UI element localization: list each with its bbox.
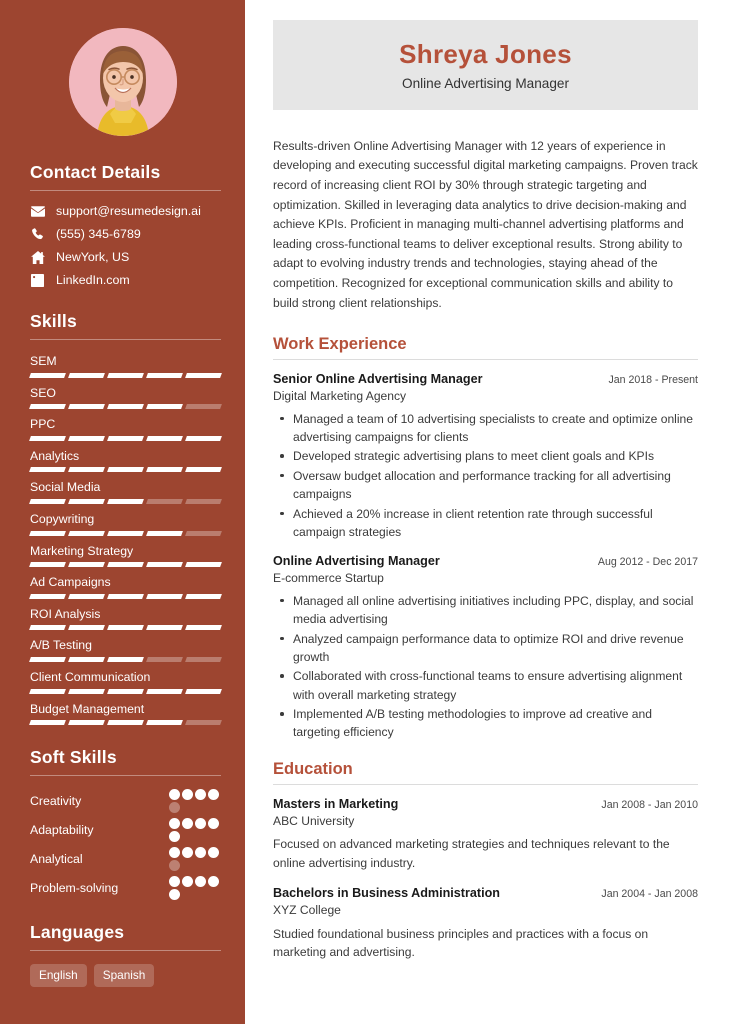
education-entries-list — [273, 796, 698, 962]
skill-bar-segment — [29, 531, 66, 536]
skill-bar-segment — [146, 373, 183, 378]
skill-bar-segment — [29, 404, 66, 409]
skills-list — [30, 353, 221, 725]
skill-bar-segment — [29, 562, 66, 567]
skill-bar-segment — [146, 467, 183, 472]
rating-dot — [169, 860, 180, 871]
languages-section — [30, 922, 221, 987]
name-card — [273, 20, 698, 110]
institution-name: ABC University — [273, 813, 355, 828]
rating-dot — [195, 876, 206, 887]
languages-heading: Languages — [30, 922, 125, 943]
skill-bar-segment — [29, 436, 66, 441]
skill-bar-segment — [107, 689, 144, 694]
education-entry — [273, 885, 698, 961]
skill-bar-segment — [146, 625, 183, 630]
skill-bar-segment — [29, 689, 66, 694]
contact-value-linkedin: LinkedIn.com — [56, 273, 130, 287]
skill-level-bar — [30, 657, 221, 662]
rating-dot — [169, 847, 180, 858]
skill-name: ROI Analysis — [30, 606, 101, 621]
skill-bar-segment — [29, 499, 66, 504]
soft-skill-name: Creativity — [30, 794, 82, 809]
rating-dot — [169, 889, 180, 900]
skill-bar-segment — [29, 373, 66, 378]
skill-bar-segment — [107, 657, 144, 662]
rating-dot — [182, 847, 193, 858]
soft-skill-name: Problem-solving — [30, 881, 119, 896]
institution-name: XYZ College — [273, 903, 341, 918]
skill-bar-segment — [68, 404, 105, 409]
contact-value-phone: (555) 345-6789 — [56, 227, 141, 241]
job-position-title: Online Advertising Manager — [273, 554, 440, 569]
skill-item — [30, 448, 221, 473]
skill-bar-segment — [68, 467, 105, 472]
skill-item — [30, 543, 221, 568]
soft-skill-rating — [169, 789, 221, 813]
contact-item-email[interactable] — [30, 204, 221, 218]
employment-date-range: Aug 2012 - Dec 2017 — [597, 556, 698, 569]
soft-skills-heading: Soft Skills — [30, 747, 117, 768]
job-title: Online Advertising Manager — [402, 75, 569, 91]
main-content — [245, 0, 730, 1024]
skill-item — [30, 416, 221, 441]
language-tag: Spanish — [94, 964, 155, 987]
skill-bar-segment — [185, 436, 222, 441]
responsibility-list — [273, 592, 698, 742]
skill-bar-segment — [68, 720, 105, 725]
skill-level-bar — [30, 720, 221, 725]
skill-bar-segment — [185, 594, 222, 599]
skill-bar-segment — [107, 531, 144, 536]
skill-level-bar — [30, 594, 221, 599]
divider — [273, 784, 698, 785]
soft-skill-row — [30, 789, 221, 813]
skill-bar-segment — [68, 373, 105, 378]
skill-bar-segment — [107, 404, 144, 409]
skill-bar-segment — [68, 531, 105, 536]
work-entry — [273, 553, 698, 742]
skill-bar-segment — [185, 689, 222, 694]
entry-header — [273, 885, 698, 902]
education-heading: Education — [273, 759, 353, 778]
rating-dot — [169, 876, 180, 887]
page-title: Shreya Jones — [399, 39, 572, 69]
skill-bar-segment — [185, 720, 222, 725]
work-experience-heading: Work Experience — [273, 335, 407, 354]
rating-dot — [208, 789, 219, 800]
skill-bar-segment — [185, 657, 222, 662]
responsibility-item: Managed all online advertising initiatives including PPC, display, and social media advertising — [273, 592, 698, 629]
skill-bar-segment — [146, 404, 183, 409]
responsibility-item: Developed strategic advertising plans to meet client goals and KPIs — [273, 447, 698, 465]
work-experience-section — [273, 335, 698, 742]
skill-level-bar — [30, 625, 221, 630]
skill-level-bar — [30, 531, 221, 536]
skill-bar-segment — [146, 689, 183, 694]
skill-bar-segment — [68, 689, 105, 694]
skill-item — [30, 669, 221, 694]
skill-level-bar — [30, 436, 221, 441]
skill-bar-segment — [185, 404, 222, 409]
skill-bar-segment — [185, 467, 222, 472]
envelope-icon — [30, 204, 45, 218]
education-entry — [273, 796, 698, 872]
soft-skills-section — [30, 747, 221, 900]
soft-skill-rating — [169, 847, 221, 871]
skill-bar-segment — [146, 499, 183, 504]
responsibility-list — [273, 410, 698, 542]
skill-bar-segment — [107, 594, 144, 599]
work-entries-list — [273, 371, 698, 742]
divider — [273, 359, 698, 360]
skill-bar-segment — [68, 562, 105, 567]
rating-dot — [208, 876, 219, 887]
sidebar — [0, 0, 245, 1024]
divider — [30, 775, 221, 776]
skill-bar-segment — [68, 499, 105, 504]
skill-bar-segment — [68, 594, 105, 599]
rating-dot — [208, 847, 219, 858]
soft-skill-name: Adaptability — [30, 823, 94, 838]
responsibility-item: Managed a team of 10 advertising specialists to create and optimize online advertising campaigns for clients — [273, 410, 698, 447]
linkedin-icon — [30, 273, 45, 287]
skill-level-bar — [30, 404, 221, 409]
skill-bar-segment — [146, 531, 183, 536]
skill-item — [30, 637, 221, 662]
rating-dot — [169, 818, 180, 829]
skill-bar-segment — [185, 625, 222, 630]
profile-photo-illustration — [69, 28, 177, 136]
skill-bar-segment — [68, 657, 105, 662]
rating-dot — [208, 818, 219, 829]
contact-item-linkedin[interactable] — [30, 273, 221, 287]
avatar — [24, 28, 221, 136]
skill-name: A/B Testing — [30, 638, 92, 653]
skill-name: SEM — [30, 354, 57, 368]
skill-bar-segment — [68, 436, 105, 441]
contact-heading: Contact Details — [30, 162, 161, 182]
skill-bar-segment — [146, 562, 183, 567]
skill-name: Copywriting — [30, 511, 95, 526]
skill-name: Social Media — [30, 480, 101, 495]
divider — [30, 339, 221, 340]
soft-skill-row — [30, 876, 221, 900]
education-section — [273, 760, 698, 962]
soft-skill-row — [30, 818, 221, 842]
professional-summary: Results-driven Online Advertising Manager with 12 years of experience in developing and executing successful digital marketing campaigns. Proven track record of increasing client ROI by 30% through strategic targeting and optimization. Skilled in leveraging data analytics to drive decision-making and achieve KPIs. Proficient in managing multi-channel advertising platforms and leading cross-functional teams to deliver exceptional results. Strong ability to adapt to evolving industry trends and technologies, staying ahead of the competition. Recognized for exceptional communication skills and ability to build strong client relationships. — [273, 138, 698, 310]
skill-name: Ad Campaigns — [30, 575, 111, 590]
skill-bar-segment — [107, 436, 144, 441]
soft-skill-rating — [169, 876, 221, 900]
skill-item — [30, 574, 221, 599]
skill-level-bar — [30, 499, 221, 504]
rating-dot — [169, 831, 180, 842]
entry-header — [273, 796, 698, 813]
rating-dot — [182, 789, 193, 800]
language-tag-list — [30, 964, 221, 987]
soft-skill-name: Analytical — [30, 852, 83, 867]
skill-bar-segment — [185, 499, 222, 504]
skill-item — [30, 353, 221, 378]
skill-bar-segment — [107, 373, 144, 378]
skill-bar-segment — [68, 625, 105, 630]
responsibility-item: Analyzed campaign performance data to optimize ROI and drive revenue growth — [273, 630, 698, 667]
responsibility-item: Achieved a 20% increase in client retention rate through successful campaign strategies — [273, 505, 698, 542]
skill-level-bar — [30, 467, 221, 472]
skill-item — [30, 606, 221, 631]
skill-bar-segment — [107, 467, 144, 472]
job-position-title: Senior Online Advertising Manager — [273, 372, 483, 387]
employment-date-range: Jan 2018 - Present — [608, 374, 698, 387]
contact-value-email: support@resumedesign.ai — [56, 204, 201, 218]
skills-section — [30, 311, 221, 725]
skill-bar-segment — [185, 562, 222, 567]
skill-bar-segment — [107, 625, 144, 630]
skill-name: PPC — [30, 417, 56, 432]
skill-bar-segment — [107, 562, 144, 567]
degree-title: Masters in Marketing — [273, 796, 399, 811]
contact-item-location[interactable] — [30, 250, 221, 264]
rating-dot — [169, 802, 180, 813]
skill-item — [30, 385, 221, 410]
rating-dot — [195, 847, 206, 858]
degree-title: Bachelors in Business Administration — [273, 886, 500, 901]
skill-name: Budget Management — [30, 701, 145, 716]
rating-dot — [169, 789, 180, 800]
skill-item — [30, 479, 221, 504]
entry-header — [273, 553, 698, 570]
skill-level-bar — [30, 689, 221, 694]
skill-bar-segment — [146, 436, 183, 441]
entry-header — [273, 371, 698, 388]
skill-bar-segment — [29, 594, 66, 599]
responsibility-item: Collaborated with cross-functional teams to ensure advertising alignment with overall marketing strategy — [273, 667, 698, 704]
skills-heading: Skills — [30, 311, 77, 331]
study-date-range: Jan 2004 - Jan 2008 — [601, 888, 698, 901]
education-description: Focused on advanced marketing strategies and techniques relevant to the online advertising industry. — [273, 837, 670, 870]
skill-item — [30, 701, 221, 726]
skill-bar-segment — [146, 657, 183, 662]
skill-name: Client Communication — [30, 669, 151, 684]
home-icon — [30, 250, 45, 264]
contact-item-phone[interactable] — [30, 227, 221, 241]
employer-name: E-commerce Startup — [273, 571, 384, 586]
language-tag: English — [30, 964, 87, 987]
skill-bar-segment — [185, 531, 222, 536]
rating-dot — [195, 789, 206, 800]
skill-name: Analytics — [30, 448, 80, 463]
skill-bar-segment — [29, 720, 66, 725]
soft-skills-list — [30, 789, 221, 900]
skill-level-bar — [30, 562, 221, 567]
contact-value-location: NewYork, US — [56, 250, 130, 264]
responsibility-item: Implemented A/B testing methodologies to improve ad creative and targeting efficiency — [273, 705, 698, 742]
skill-bar-segment — [146, 594, 183, 599]
soft-skill-rating — [169, 818, 221, 842]
skill-bar-segment — [185, 373, 222, 378]
skill-bar-segment — [107, 720, 144, 725]
contact-section — [30, 162, 221, 287]
skill-item — [30, 511, 221, 536]
responsibility-item: Oversaw budget allocation and performance tracking for all advertising campaigns — [273, 467, 698, 504]
skill-bar-segment — [29, 657, 66, 662]
skill-bar-segment — [29, 467, 66, 472]
divider — [30, 190, 221, 191]
soft-skill-row — [30, 847, 221, 871]
study-date-range: Jan 2008 - Jan 2010 — [601, 798, 698, 811]
divider — [30, 950, 221, 951]
rating-dot — [182, 818, 193, 829]
profile-photo — [69, 28, 177, 136]
skill-name: Marketing Strategy — [30, 543, 134, 558]
work-entry — [273, 371, 698, 541]
rating-dot — [195, 818, 206, 829]
phone-icon — [30, 227, 45, 241]
education-description: Studied foundational business principles and practices with a focus on marketing and advertising. — [273, 926, 649, 959]
employer-name: Digital Marketing Agency — [273, 389, 407, 404]
skill-level-bar — [30, 373, 221, 378]
skill-bar-segment — [107, 499, 144, 504]
skill-bar-segment — [146, 720, 183, 725]
rating-dot — [182, 876, 193, 887]
skill-bar-segment — [29, 625, 66, 630]
skill-name: SEO — [30, 385, 56, 400]
